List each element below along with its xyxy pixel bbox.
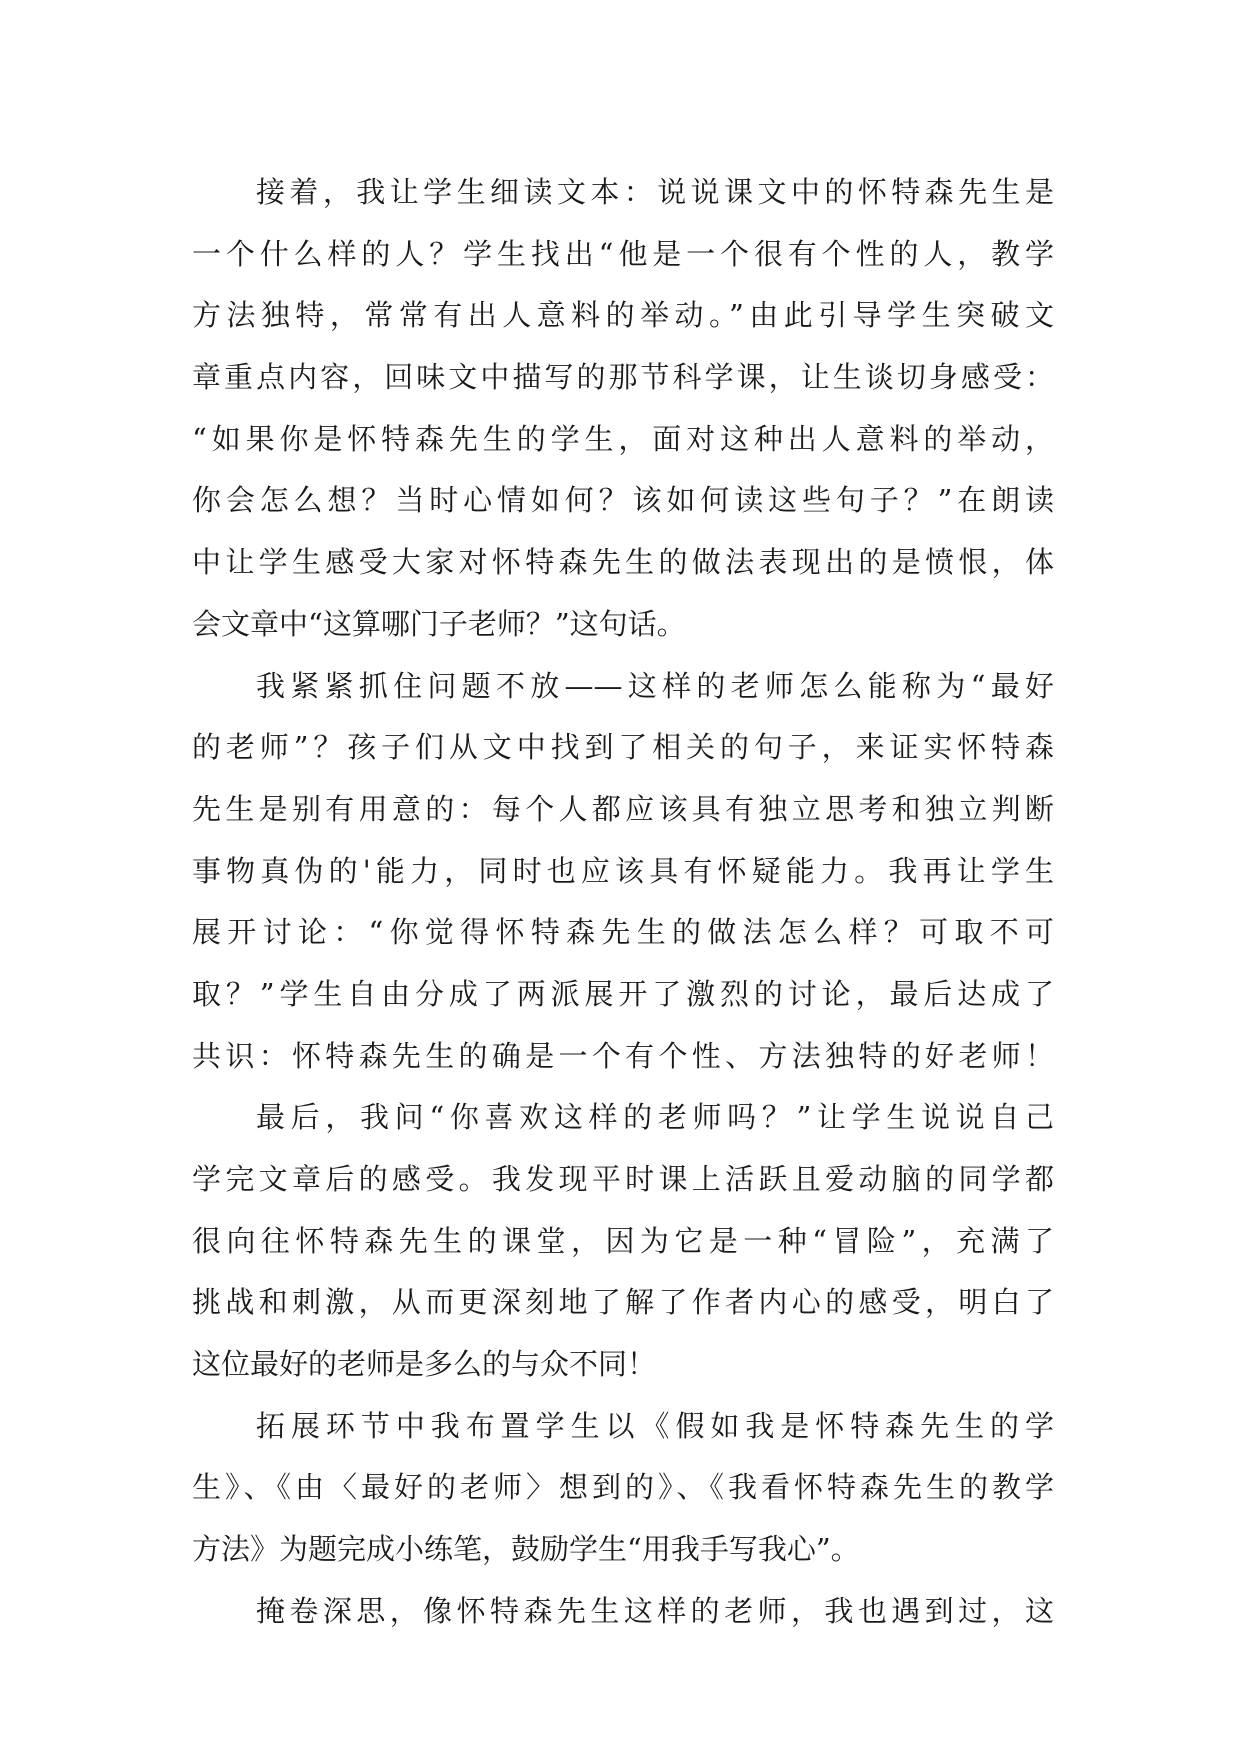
text-line: 学完文章后的感受。我发现平时课上活跃且爱动脑的同学都 xyxy=(192,1162,1054,1196)
text-line: 拓展环节中我布置学生以《假如我是怀特森先生的学 xyxy=(256,1408,1054,1443)
text-line: 展开讨论：“你觉得怀特森先生的做法怎么样？可取不可 xyxy=(192,915,1054,950)
paragraph-4 xyxy=(192,1396,1054,1581)
paragraph-5 xyxy=(192,1581,1054,1643)
paragraph-1 xyxy=(192,162,1054,656)
text-line: 这位最好的老师是多么的与众不同！ xyxy=(192,1347,657,1382)
text-line: 取？”学生自由分成了两派展开了激烈的讨论，最后达成了 xyxy=(192,976,1054,1011)
text-line: 方法》为题完成小练笔，鼓励学生“用我手写我心”。 xyxy=(192,1532,860,1567)
text-line: 先生是别有用意的：每个人都应该具有独立思考和独立判断 xyxy=(192,791,1054,826)
text-line: 你会怎么想？当时心情如何？该如何读这些句子？”在朗读 xyxy=(192,483,1054,518)
text-line: 最后，我问“你喜欢这样的老师吗？”让学生说说自己 xyxy=(256,1100,1054,1135)
text-line: 中让学生感受大家对怀特森先生的做法表现出的是愤恨，体 xyxy=(192,545,1054,580)
text-line: 共识：怀特森先生的确是一个有个性、方法独特的好老师！ xyxy=(192,1038,1054,1073)
text-line: 挑战和刺激，从而更深刻地了解了作者内心的感受，明白了 xyxy=(192,1285,1054,1320)
text-line: 的老师”？孩子们从文中找到了相关的句子，来证实怀特森 xyxy=(192,730,1054,765)
paragraph-2 xyxy=(192,656,1054,1088)
text-line: 很向往怀特森先生的课堂，因为它是一种“冒险”，充满了 xyxy=(192,1223,1054,1258)
text-line: 事物真伪的'能力，同时也应该具有怀疑能力。我再让学生 xyxy=(192,853,1054,888)
text-line: “如果你是怀特森先生的学生，面对这种出人意料的举动， xyxy=(192,421,1054,456)
text-line: 会文章中“这算哪门子老师？”这句话。 xyxy=(192,606,686,641)
text-line: 一个什么样的人？学生找出“他是一个很有个性的人，教学 xyxy=(192,236,1054,271)
paragraph-3 xyxy=(192,1087,1054,1395)
text-line: 我紧紧抓住问题不放——这样的老师怎么能称为“最好 xyxy=(256,668,1054,703)
text-line: 方法独特，常常有出人意料的举动。”由此引导学生突破文 xyxy=(192,298,1054,333)
text-line: 接着，我让学生细读文本：说说课文中的怀特森先生是 xyxy=(256,175,1054,209)
text-line: 生》、《由〈最好的老师〉想到的》、《我看怀特森先生的教学 xyxy=(192,1470,1054,1505)
text-line: 章重点内容，回味文中描写的那节科学课，让生谈切身感受： xyxy=(192,360,1054,395)
document-body xyxy=(192,162,1054,1643)
text-line: 掩卷深思，像怀特森先生这样的老师，我也遇到过，这 xyxy=(256,1593,1054,1628)
